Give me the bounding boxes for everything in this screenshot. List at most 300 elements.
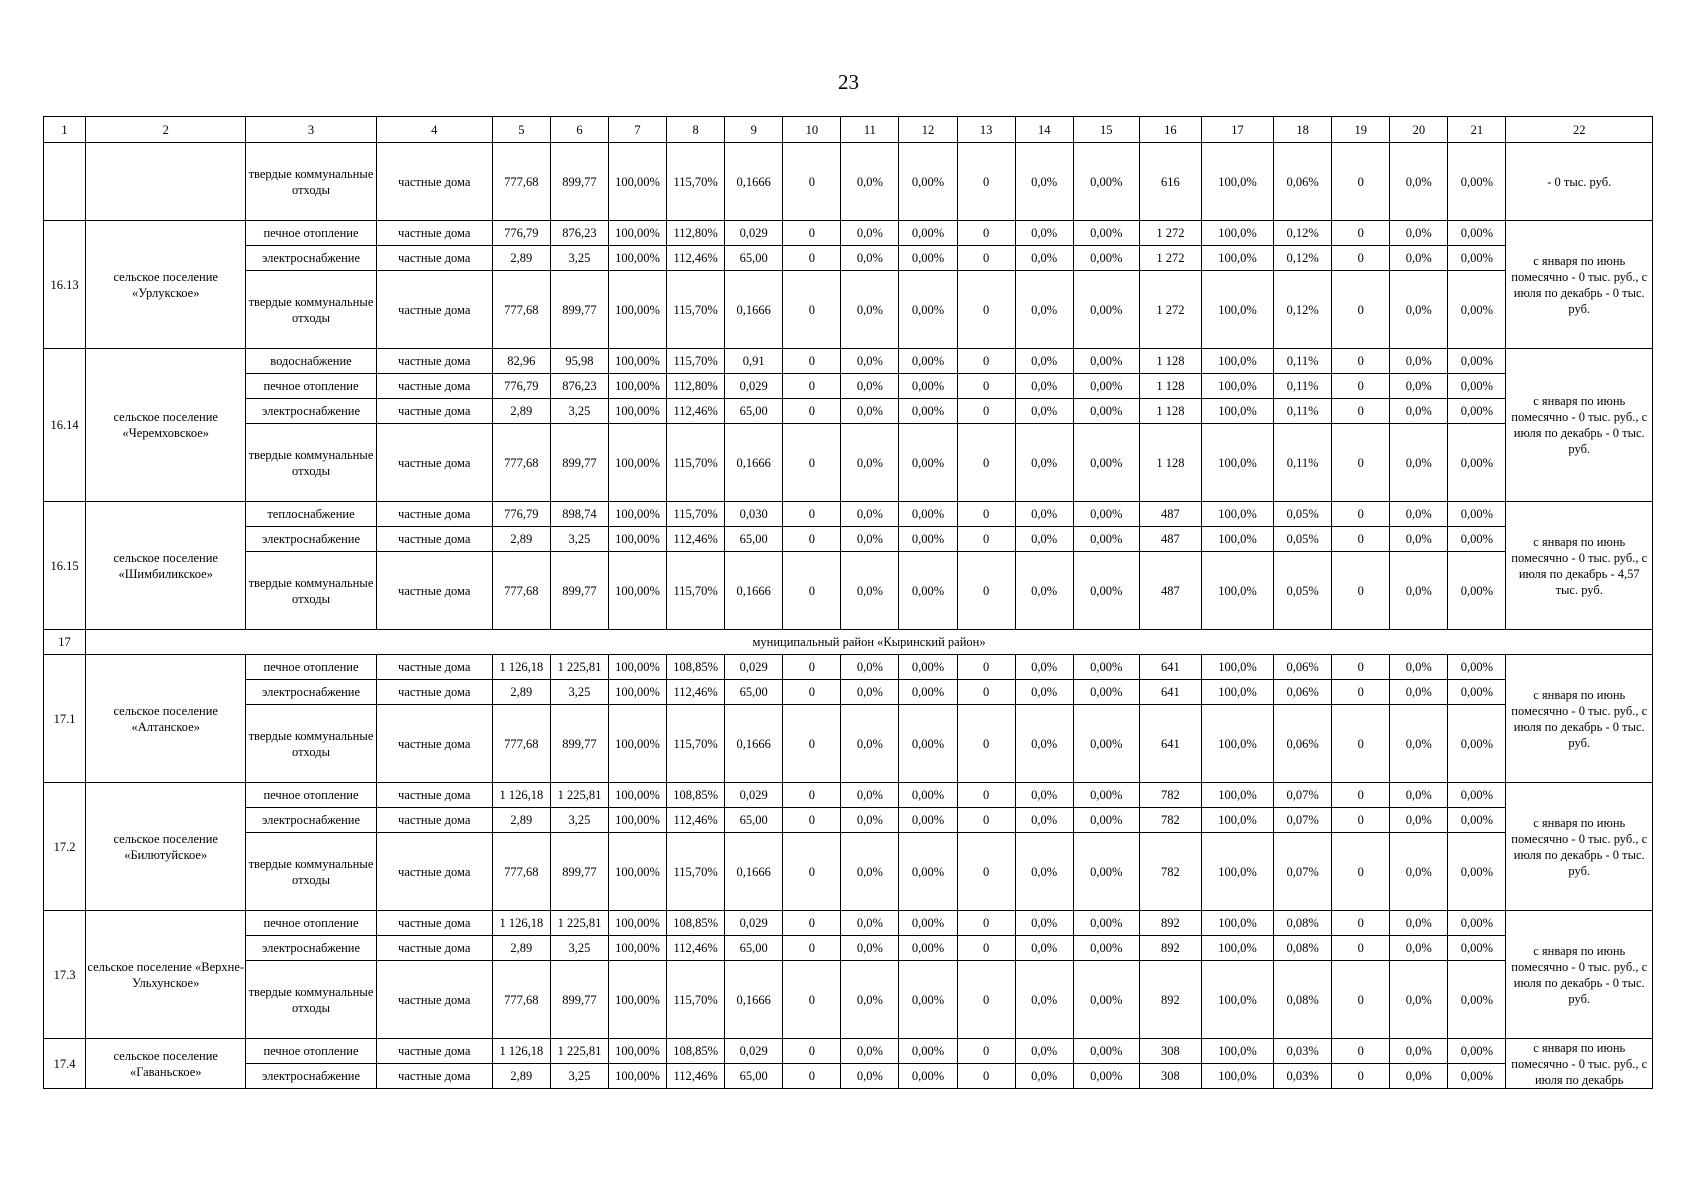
value-cell: 0,1666 (725, 705, 783, 783)
value-cell: 0,0% (1015, 552, 1073, 630)
value-cell: 0,0% (1015, 833, 1073, 911)
value-cell: 100,0% (1201, 552, 1273, 630)
value-cell: 0,0% (841, 143, 899, 221)
value-cell: 0,00% (1448, 271, 1506, 349)
value-cell: 0,0% (1390, 349, 1448, 374)
value-cell: 0,00% (1073, 143, 1139, 221)
value-cell: 100,00% (609, 502, 667, 527)
value-cell: 0 (1332, 705, 1390, 783)
value-cell: 0 (1332, 655, 1390, 680)
service-type: твердые коммунальные отходы (246, 961, 376, 1039)
payment-note: с января по июнь помесячно - 0 тыс. руб., с июля по декабрь - 0 тыс. руб. (1506, 783, 1653, 911)
value-cell: 100,00% (609, 374, 667, 399)
service-type: твердые коммунальные отходы (246, 143, 376, 221)
value-cell: 0,11% (1274, 424, 1332, 502)
value-cell: 112,46% (667, 808, 725, 833)
value-cell: 0,00% (1448, 1039, 1506, 1064)
value-cell: 0 (957, 783, 1015, 808)
tariff-table (43, 116, 1653, 1089)
value-cell: 782 (1139, 783, 1201, 808)
payment-note: - 0 тыс. руб. (1506, 143, 1653, 221)
value-cell: 112,46% (667, 1064, 725, 1089)
value-cell: 100,00% (609, 961, 667, 1039)
table-row (44, 655, 1653, 680)
value-cell: 0 (783, 502, 841, 527)
value-cell: 0,0% (1390, 527, 1448, 552)
value-cell: 641 (1139, 680, 1201, 705)
value-cell: 0 (957, 680, 1015, 705)
value-cell: 112,46% (667, 680, 725, 705)
district-name: муниципальный район «Кыринский район» (86, 630, 1653, 655)
value-cell: 100,0% (1201, 655, 1273, 680)
service-type: печное отопление (246, 221, 376, 246)
value-cell: 0,0% (841, 808, 899, 833)
value-cell: 100,0% (1201, 833, 1273, 911)
table-row (44, 936, 1653, 961)
value-cell: 112,46% (667, 936, 725, 961)
value-cell: 0,0% (1015, 808, 1073, 833)
column-header-18: 18 (1274, 117, 1332, 143)
column-header-11: 11 (841, 117, 899, 143)
value-cell: 0,00% (1073, 808, 1139, 833)
value-cell: 0,00% (899, 349, 957, 374)
value-cell: 65,00 (725, 246, 783, 271)
value-cell: 777,68 (492, 705, 550, 783)
value-cell: 0,0% (841, 349, 899, 374)
value-cell: 108,85% (667, 655, 725, 680)
column-header-14: 14 (1015, 117, 1073, 143)
value-cell: 0,0% (841, 374, 899, 399)
value-cell: 0,08% (1274, 961, 1332, 1039)
value-cell: 100,0% (1201, 808, 1273, 833)
value-cell: 0,08% (1274, 936, 1332, 961)
value-cell: 0,0% (1015, 221, 1073, 246)
column-header-19: 19 (1332, 117, 1390, 143)
value-cell: 65,00 (725, 399, 783, 424)
service-type: твердые коммунальные отходы (246, 705, 376, 783)
value-cell: 0,00% (1073, 527, 1139, 552)
value-cell: 100,0% (1201, 1064, 1273, 1089)
value-cell: 641 (1139, 655, 1201, 680)
value-cell: 777,68 (492, 271, 550, 349)
value-cell: 100,0% (1201, 399, 1273, 424)
value-cell: 0,029 (725, 374, 783, 399)
value-cell: 0 (1332, 399, 1390, 424)
service-type: твердые коммунальные отходы (246, 833, 376, 911)
value-cell: 100,0% (1201, 424, 1273, 502)
value-cell: 899,77 (550, 424, 608, 502)
value-cell: 0 (1332, 808, 1390, 833)
value-cell: 0,0% (1015, 705, 1073, 783)
value-cell: 1 225,81 (550, 1039, 608, 1064)
value-cell: 82,96 (492, 349, 550, 374)
value-cell: 0,00% (1448, 680, 1506, 705)
value-cell: 3,25 (550, 399, 608, 424)
value-cell: 0 (1332, 502, 1390, 527)
value-cell: 0 (783, 349, 841, 374)
value-cell: 1 126,18 (492, 783, 550, 808)
value-cell: 95,98 (550, 349, 608, 374)
value-cell: 776,79 (492, 502, 550, 527)
value-cell: 0,0% (1390, 783, 1448, 808)
value-cell: 100,00% (609, 833, 667, 911)
consumer-category: частные дома (376, 680, 492, 705)
value-cell: 0,0% (1015, 246, 1073, 271)
value-cell: 0 (957, 374, 1015, 399)
settlement-code: 17.2 (44, 783, 86, 911)
value-cell: 0,00% (1448, 655, 1506, 680)
value-cell: 115,70% (667, 705, 725, 783)
value-cell: 100,00% (609, 349, 667, 374)
value-cell: 0 (1332, 424, 1390, 502)
value-cell: 1 128 (1139, 349, 1201, 374)
settlement-name: сельское поселение «Верхне-Ульхунское» (86, 911, 246, 1039)
value-cell: 0,1666 (725, 552, 783, 630)
column-header-22: 22 (1506, 117, 1653, 143)
value-cell: 892 (1139, 911, 1201, 936)
value-cell: 0 (957, 552, 1015, 630)
value-cell: 0 (783, 936, 841, 961)
value-cell: 0 (1332, 552, 1390, 630)
table-row (44, 1039, 1653, 1064)
value-cell: 0,0% (1015, 936, 1073, 961)
value-cell: 0,1666 (725, 143, 783, 221)
value-cell: 0,0% (841, 655, 899, 680)
value-cell: 641 (1139, 705, 1201, 783)
settlement-code: 17.3 (44, 911, 86, 1039)
value-cell: 777,68 (492, 424, 550, 502)
value-cell: 0,0% (841, 221, 899, 246)
payment-note: с января по июнь помесячно - 0 тыс. руб., с июля по декабрь - 4,57 тыс. руб. (1506, 502, 1653, 630)
value-cell: 0,0% (1015, 374, 1073, 399)
value-cell: 776,79 (492, 374, 550, 399)
value-cell: 3,25 (550, 680, 608, 705)
value-cell: 0,00% (1448, 552, 1506, 630)
value-cell: 65,00 (725, 808, 783, 833)
value-cell: 0,0% (1015, 527, 1073, 552)
value-cell: 0,1666 (725, 424, 783, 502)
value-cell: 0 (783, 680, 841, 705)
value-cell: 112,46% (667, 399, 725, 424)
value-cell: 0 (1332, 1039, 1390, 1064)
value-cell: 100,0% (1201, 246, 1273, 271)
value-cell: 1 272 (1139, 246, 1201, 271)
value-cell: 0,00% (1448, 246, 1506, 271)
value-cell: 65,00 (725, 527, 783, 552)
value-cell: 0,1666 (725, 833, 783, 911)
value-cell: 100,00% (609, 552, 667, 630)
value-cell: 0,00% (899, 705, 957, 783)
service-type: твердые коммунальные отходы (246, 424, 376, 502)
value-cell: 112,46% (667, 246, 725, 271)
value-cell: 0 (783, 808, 841, 833)
value-cell: 0,00% (1448, 705, 1506, 783)
value-cell: 487 (1139, 527, 1201, 552)
value-cell: 1 126,18 (492, 911, 550, 936)
value-cell: 0,0% (841, 833, 899, 911)
value-cell: 108,85% (667, 783, 725, 808)
value-cell: 100,0% (1201, 349, 1273, 374)
column-header-2: 2 (86, 117, 246, 143)
value-cell: 1 225,81 (550, 655, 608, 680)
value-cell: 1 272 (1139, 271, 1201, 349)
value-cell: 0,0% (841, 424, 899, 502)
value-cell: 0,00% (1073, 271, 1139, 349)
value-cell: 0 (957, 349, 1015, 374)
value-cell: 1 126,18 (492, 1039, 550, 1064)
value-cell: 0,0% (841, 936, 899, 961)
value-cell: 0,00% (899, 1064, 957, 1089)
value-cell: 0 (783, 1039, 841, 1064)
value-cell: 100,0% (1201, 143, 1273, 221)
settlement-code (44, 143, 86, 221)
value-cell: 0,11% (1274, 374, 1332, 399)
value-cell: 0,0% (1015, 424, 1073, 502)
table-row (44, 424, 1653, 502)
value-cell: 0,00% (1073, 399, 1139, 424)
value-cell: 0,00% (899, 271, 957, 349)
value-cell: 115,70% (667, 833, 725, 911)
value-cell: 0,00% (1073, 1039, 1139, 1064)
value-cell: 1 225,81 (550, 783, 608, 808)
column-header-20: 20 (1390, 117, 1448, 143)
value-cell: 3,25 (550, 808, 608, 833)
value-cell: 0,12% (1274, 246, 1332, 271)
value-cell: 0,00% (1073, 961, 1139, 1039)
value-cell: 2,89 (492, 1064, 550, 1089)
consumer-category: частные дома (376, 705, 492, 783)
value-cell: 0,029 (725, 911, 783, 936)
consumer-category: частные дома (376, 143, 492, 221)
value-cell: 899,77 (550, 271, 608, 349)
consumer-category: частные дома (376, 1039, 492, 1064)
column-header-10: 10 (783, 117, 841, 143)
value-cell: 100,0% (1201, 221, 1273, 246)
consumer-category: частные дома (376, 349, 492, 374)
column-header-8: 8 (667, 117, 725, 143)
value-cell: 0,0% (841, 1064, 899, 1089)
value-cell: 0,00% (1073, 349, 1139, 374)
value-cell: 0,00% (899, 246, 957, 271)
value-cell: 0 (1332, 911, 1390, 936)
value-cell: 899,77 (550, 705, 608, 783)
value-cell: 0 (957, 399, 1015, 424)
service-type: печное отопление (246, 783, 376, 808)
value-cell: 0,00% (1073, 374, 1139, 399)
value-cell: 0,00% (1448, 1064, 1506, 1089)
value-cell: 0,00% (899, 808, 957, 833)
value-cell: 0,00% (1073, 424, 1139, 502)
value-cell: 0,0% (1390, 1039, 1448, 1064)
value-cell: 0,00% (899, 424, 957, 502)
table-row (44, 246, 1653, 271)
service-type: электроснабжение (246, 399, 376, 424)
consumer-category: частные дома (376, 399, 492, 424)
value-cell: 0,00% (1448, 349, 1506, 374)
table-row (44, 374, 1653, 399)
value-cell: 0,00% (1448, 527, 1506, 552)
consumer-category: частные дома (376, 221, 492, 246)
value-cell: 0 (783, 552, 841, 630)
value-cell: 100,0% (1201, 783, 1273, 808)
value-cell: 3,25 (550, 246, 608, 271)
value-cell: 100,00% (609, 655, 667, 680)
value-cell: 0 (1332, 349, 1390, 374)
value-cell: 0 (1332, 680, 1390, 705)
table-row (44, 552, 1653, 630)
value-cell: 100,00% (609, 527, 667, 552)
value-cell: 100,0% (1201, 961, 1273, 1039)
settlement-name: сельское поселение «Алтанское» (86, 655, 246, 783)
district-row (44, 630, 1653, 655)
consumer-category: частные дома (376, 246, 492, 271)
value-cell: 0,03% (1274, 1039, 1332, 1064)
value-cell: 0,029 (725, 655, 783, 680)
consumer-category: частные дома (376, 527, 492, 552)
value-cell: 0,00% (899, 143, 957, 221)
settlement-name: сельское поселение «Шимбиликское» (86, 502, 246, 630)
column-header-15: 15 (1073, 117, 1139, 143)
settlement-name: сельское поселение «Гаваньское» (86, 1039, 246, 1089)
value-cell: 100,00% (609, 783, 667, 808)
value-cell: 782 (1139, 808, 1201, 833)
value-cell: 0,0% (841, 527, 899, 552)
value-cell: 100,00% (609, 705, 667, 783)
value-cell: 1 128 (1139, 399, 1201, 424)
table-header (44, 117, 1653, 143)
value-cell: 0 (1332, 783, 1390, 808)
consumer-category: частные дома (376, 833, 492, 911)
value-cell: 0 (957, 705, 1015, 783)
table-row (44, 349, 1653, 374)
value-cell: 0 (783, 705, 841, 783)
value-cell: 0,07% (1274, 808, 1332, 833)
value-cell: 0 (957, 271, 1015, 349)
payment-note: с января по июнь помесячно - 0 тыс. руб., с июля по декабрь (1506, 1039, 1653, 1089)
value-cell: 0 (783, 374, 841, 399)
value-cell: 0,00% (899, 374, 957, 399)
value-cell: 0,0% (841, 911, 899, 936)
value-cell: 115,70% (667, 424, 725, 502)
value-cell: 0,00% (899, 502, 957, 527)
value-cell: 0,0% (1015, 349, 1073, 374)
column-header-21: 21 (1448, 117, 1506, 143)
value-cell: 0,0% (841, 1039, 899, 1064)
value-cell: 0,00% (1073, 705, 1139, 783)
value-cell: 0,0% (1015, 961, 1073, 1039)
value-cell: 777,68 (492, 143, 550, 221)
value-cell: 0,91 (725, 349, 783, 374)
consumer-category: частные дома (376, 808, 492, 833)
value-cell: 0 (783, 399, 841, 424)
value-cell: 899,77 (550, 833, 608, 911)
value-cell: 0,0% (1390, 936, 1448, 961)
value-cell: 100,00% (609, 424, 667, 502)
service-type: твердые коммунальные отходы (246, 271, 376, 349)
value-cell: 100,0% (1201, 271, 1273, 349)
value-cell: 777,68 (492, 961, 550, 1039)
value-cell: 0,0% (1015, 1064, 1073, 1089)
column-header-17: 17 (1201, 117, 1273, 143)
value-cell: 0,0% (1015, 1039, 1073, 1064)
table-row (44, 705, 1653, 783)
value-cell: 100,00% (609, 680, 667, 705)
value-cell: 0 (783, 1064, 841, 1089)
value-cell: 0 (783, 833, 841, 911)
value-cell: 487 (1139, 502, 1201, 527)
value-cell: 0,030 (725, 502, 783, 527)
value-cell: 0,029 (725, 221, 783, 246)
value-cell: 100,0% (1201, 936, 1273, 961)
district-code: 17 (44, 630, 86, 655)
value-cell: 0,0% (841, 246, 899, 271)
value-cell: 100,0% (1201, 502, 1273, 527)
value-cell: 100,00% (609, 143, 667, 221)
table-row (44, 1064, 1653, 1089)
value-cell: 112,80% (667, 374, 725, 399)
value-cell: 782 (1139, 833, 1201, 911)
value-cell: 2,89 (492, 246, 550, 271)
table-row (44, 961, 1653, 1039)
value-cell: 100,00% (609, 246, 667, 271)
column-header-1: 1 (44, 117, 86, 143)
value-cell: 0 (1332, 143, 1390, 221)
service-type: электроснабжение (246, 936, 376, 961)
value-cell: 0 (957, 1039, 1015, 1064)
value-cell: 0,00% (899, 961, 957, 1039)
value-cell: 0,0% (1390, 552, 1448, 630)
service-type: печное отопление (246, 1039, 376, 1064)
value-cell: 0,0% (1015, 655, 1073, 680)
column-header-9: 9 (725, 117, 783, 143)
column-header-16: 16 (1139, 117, 1201, 143)
value-cell: 0,0% (1015, 271, 1073, 349)
value-cell: 0,0% (841, 680, 899, 705)
value-cell: 0,0% (1015, 680, 1073, 705)
value-cell: 487 (1139, 552, 1201, 630)
value-cell: 0,0% (1015, 143, 1073, 221)
value-cell: 108,85% (667, 1039, 725, 1064)
value-cell: 100,00% (609, 399, 667, 424)
value-cell: 0,00% (1448, 374, 1506, 399)
value-cell: 0,00% (899, 399, 957, 424)
value-cell: 0,00% (1073, 502, 1139, 527)
value-cell: 892 (1139, 961, 1201, 1039)
value-cell: 0,05% (1274, 552, 1332, 630)
payment-note: с января по июнь помесячно - 0 тыс. руб., с июля по декабрь - 0 тыс. руб. (1506, 911, 1653, 1039)
value-cell: 1 272 (1139, 221, 1201, 246)
value-cell: 0,00% (899, 527, 957, 552)
value-cell: 1 126,18 (492, 655, 550, 680)
value-cell: 0 (957, 936, 1015, 961)
value-cell: 0,0% (1390, 1064, 1448, 1089)
value-cell: 0,00% (899, 655, 957, 680)
value-cell: 115,70% (667, 271, 725, 349)
consumer-category: частные дома (376, 911, 492, 936)
table-body (44, 143, 1653, 1089)
value-cell: 899,77 (550, 961, 608, 1039)
value-cell: 2,89 (492, 936, 550, 961)
value-cell: 898,74 (550, 502, 608, 527)
value-cell: 100,00% (609, 936, 667, 961)
value-cell: 0,00% (1073, 783, 1139, 808)
value-cell: 308 (1139, 1039, 1201, 1064)
settlement-code: 16.15 (44, 502, 86, 630)
value-cell: 0,06% (1274, 143, 1332, 221)
value-cell: 0,00% (1448, 399, 1506, 424)
value-cell: 115,70% (667, 552, 725, 630)
value-cell: 0 (957, 143, 1015, 221)
